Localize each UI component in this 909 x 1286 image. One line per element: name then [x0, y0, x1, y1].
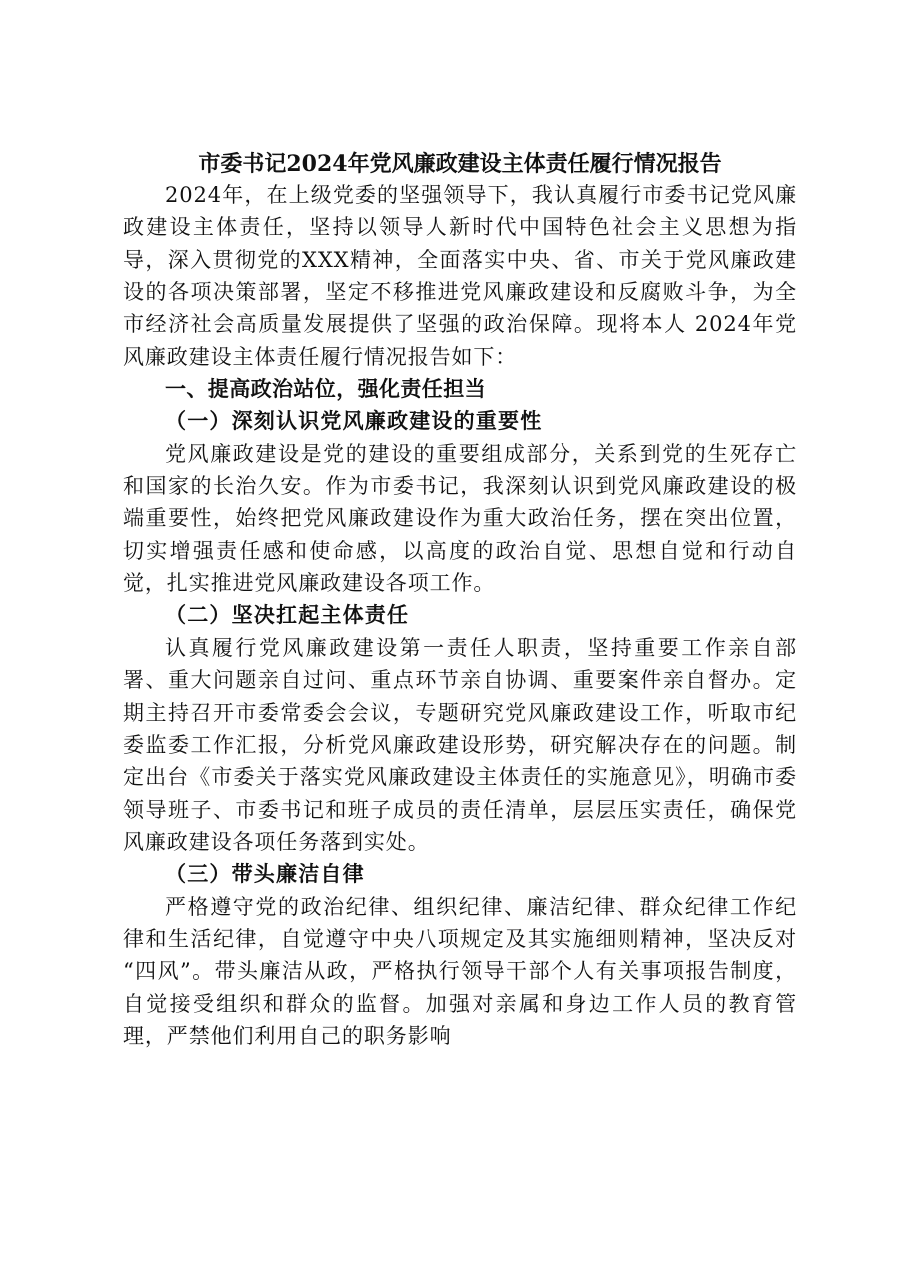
subsection-2-body: 认真履行党风廉政建设第一责任人职责，坚持重要工作亲自部署、重大问题亲自过问、重点环节亲自协调、重要案件亲自督办。定期主持召开市委常委会会议，专题研究党风廉政建设工作，听取市纪委监委工作汇报，分析党风廉政建设形势，研究解决存在的问题。制定出台《市委关于落实党风廉政建设主体责任的实施意见》，明确市委领导班子、市委书记和班子成员的责任清单，层层压实责任，确保党风廉政建设各项任务落到实处。	[123, 635, 797, 854]
subsection-2-heading: （二）坚决扛起主体责任	[165, 602, 410, 628]
subsection-1-heading: （一）深刻认识党风廉政建设的重要性	[165, 408, 543, 434]
document-page	[123, 150, 797, 1052]
subsection-1-body: 党风廉政建设是党的建设的重要组成部分，关系到党的生死存亡和国家的长治久安。作为市委书记，我深刻认识到党风廉政建设的极端重要性，始终把党风廉政建设作为重大政治任务，摆在突出位置，切实增强责任感和使命感，以高度的政治自觉、思想自觉和行动自觉，扎实推进党风廉政建设各项工作。	[123, 441, 797, 596]
intro-paragraph: 2024年，在上级党委的坚强领导下，我认真履行市委书记党风廉政建设主体责任，坚持以领导人新时代中国特色社会主义思想为指导，深入贯彻党的XXX精神，全面落实中央、省、市关于党风廉政建设的各项决策部署，坚定不移推进党风廉政建设和反腐败斗争，为全市经济社会高质量发展提供了坚强的政治保障。现将本人 2024年党风廉政建设主体责任履行情况报告如下：	[123, 183, 797, 369]
document-title: 市委书记2024年党风廉政建设主体责任履行情况报告	[198, 151, 722, 177]
subsection-3-heading: （三）带头廉洁自律	[165, 861, 365, 887]
section-1-heading: 一、提高政治站位，强化责任担当	[165, 377, 486, 402]
subsection-3-body: 严格遵守党的政治纪律、组织纪律、廉洁纪律、群众纪律工作纪律和生活纪律，自觉遵守中央八项规定及其实施细则精神，坚决反对 “四风”。带头廉洁从政，严格执行领导干部个人有关事项报告制度，自觉接受组织和群众的监督。加强对亲属和身边工作人员的教育管理，严禁他们利用自己的职务影响	[123, 894, 797, 1048]
